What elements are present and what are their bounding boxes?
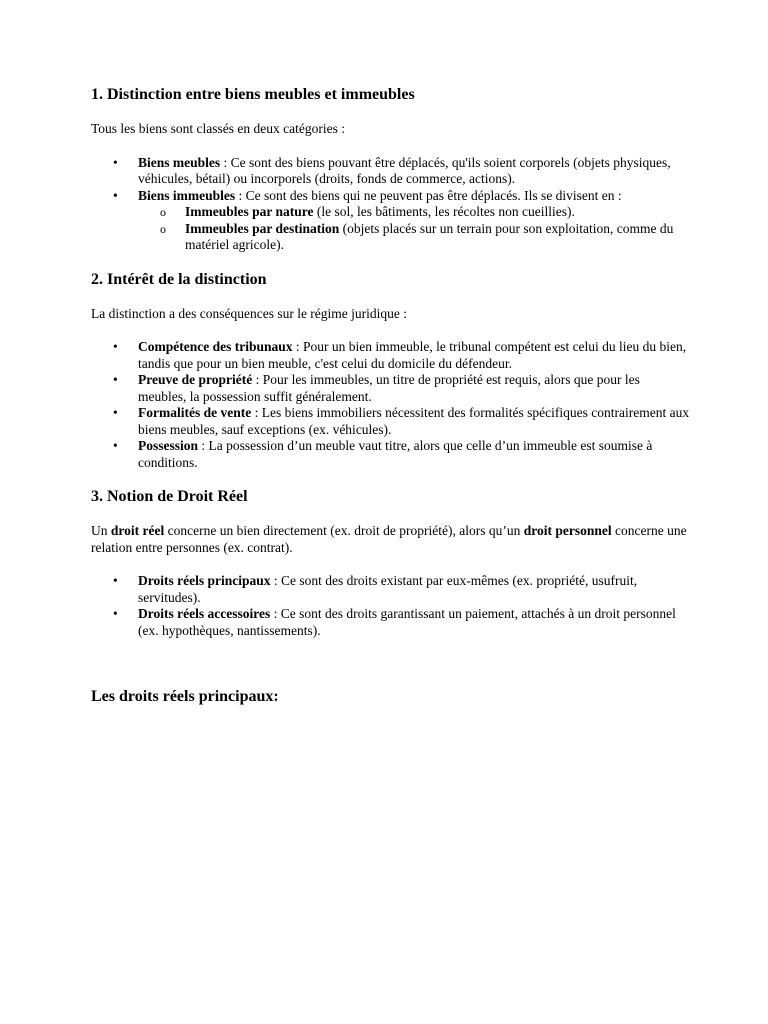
list-item-term: Biens immeubles <box>138 187 236 203</box>
section-1-sublist <box>138 204 691 254</box>
list-item-text: : Ce sont des biens pouvant être déplacés, qu'ils soient corporels (objets physiques, véhicules, bétail) ou incorporels (droits, fonds de commerce, actions). <box>138 154 671 186</box>
list-item-text: : Pour un bien immeuble, le tribunal compétent est celui du lieu du bien, tandis que pour un bien meuble, c'est celui du domicile du défendeur. <box>138 339 687 371</box>
section-1-intro: Tous les biens sont classés en deux catégories : <box>91 121 345 136</box>
list-item-text: : Les biens immobiliers nécessitent des formalités spécifiques contrairement aux biens meubles, sauf exceptions (ex. véhicules). <box>138 405 690 437</box>
section-1-heading: 1. Distinction entre biens meubles et immeubles <box>91 86 415 103</box>
list-item <box>91 155 691 188</box>
list-item <box>91 405 691 438</box>
list-item <box>91 573 691 606</box>
document-content <box>91 85 691 707</box>
list-item-term: Compétence des tribunaux <box>138 339 293 354</box>
list-item-term: Preuve de propriété <box>138 372 253 387</box>
intro-text: Un <box>91 523 111 538</box>
list-item <box>91 438 691 471</box>
section-4-heading: Les droits réels principaux: <box>91 688 279 705</box>
list-item-text: : La possession d’un meuble vaut titre, alors que celle d’un immeuble est soumise à conditions. <box>138 438 653 470</box>
sublist-item-text: (objets placés sur un terrain pour son exploitation, comme du matériel agricole). <box>185 220 674 252</box>
list-item-text: : Ce sont des droits garantissant un paiement, attachés à un droit personnel (ex. hypothèques, nantissements). <box>138 606 676 638</box>
section-1-list <box>91 155 691 254</box>
section-3-heading: 3. Notion de Droit Réel <box>91 488 248 505</box>
list-item-term: Droits réels accessoires <box>138 606 271 621</box>
list-item <box>91 606 691 639</box>
sublist-item <box>138 204 691 221</box>
sublist-item-term: Immeubles par nature <box>185 204 314 219</box>
list-item-text: : Ce sont des biens qui ne peuvent pas être déplacés. Ils se divisent en : <box>235 187 622 203</box>
section-2-list <box>91 339 691 471</box>
list-item <box>91 188 691 254</box>
list-item-term: Biens meubles <box>138 154 221 170</box>
list-item-text: : Ce sont des droits existant par eux-mêmes (ex. propriété, usufruit, servitudes). <box>138 573 638 605</box>
intro-term-droit-personnel: droit personnel <box>523 523 612 538</box>
intro-term-droit-reel: droit réel <box>110 523 165 538</box>
sublist-item-term: Immeubles par destination <box>185 220 340 236</box>
sublist-item-text: (le sol, les bâtiments, les récoltes non cueillies). <box>313 204 575 219</box>
list-item-term: Droits réels principaux <box>138 573 271 588</box>
section-3-list <box>91 573 691 639</box>
section-2-heading: 2. Intérêt de la distinction <box>91 270 267 288</box>
list-item-text: : Pour les immeubles, un titre de propriété est requis, alors que pour les meubles, la possession suffit généralement. <box>138 372 640 404</box>
sublist-item <box>138 221 691 254</box>
intro-text: concerne une relation entre personnes (ex. contrat). <box>91 523 687 555</box>
list-item-term: Possession <box>138 438 199 453</box>
intro-text: concerne un bien directement (ex. droit de propriété), alors qu’un <box>164 523 524 538</box>
list-item <box>91 372 691 405</box>
section-3-intro <box>91 523 691 556</box>
list-item-term: Formalités de vente <box>138 405 252 420</box>
list-item <box>91 339 691 372</box>
section-2-intro: La distinction a des conséquences sur le régime juridique : <box>91 305 408 321</box>
